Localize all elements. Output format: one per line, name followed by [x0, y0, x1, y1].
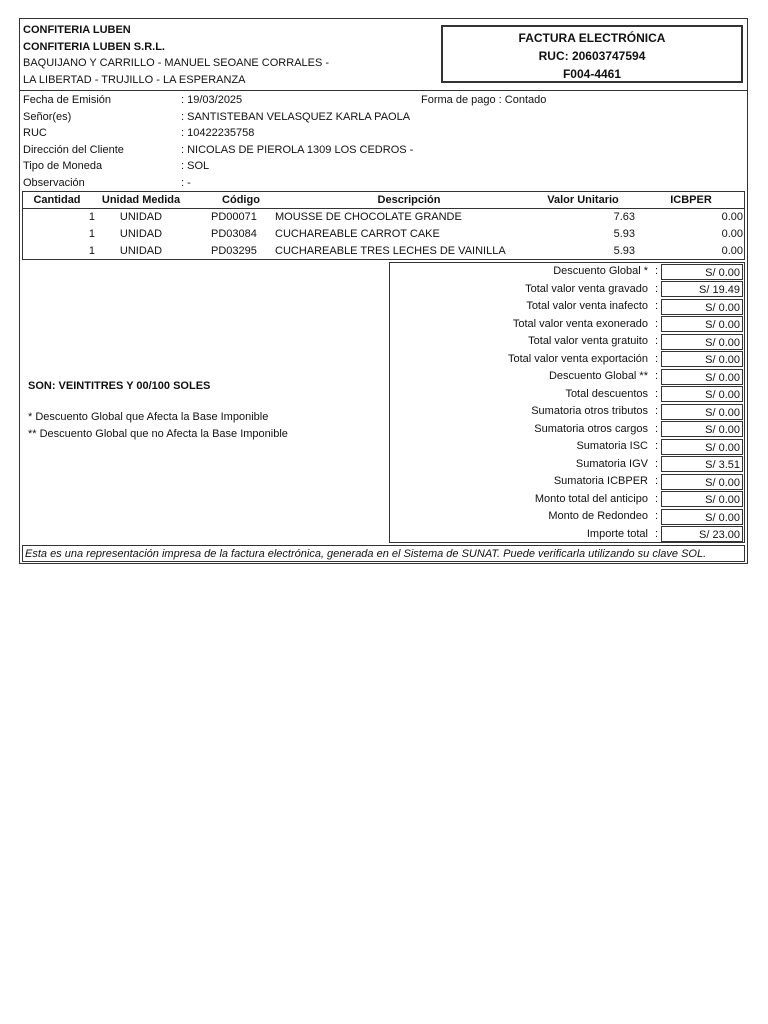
cell-descripcion: CUCHAREABLE CARROT CAKE: [275, 227, 440, 240]
sunat-disclaimer: Esta es una representación impresa de la factura electrónica, generada en el Sistema de SUNAT. Puede verificarla utilizando su clave SOL.: [22, 545, 745, 562]
totals-colon: :: [655, 352, 659, 365]
totals-row: [390, 316, 744, 334]
totals-row: [390, 508, 744, 526]
header-valor-unitario: Valor Unitario: [547, 194, 619, 206]
cell-cantidad: 1: [88, 211, 95, 223]
totals-colon: :: [655, 387, 659, 400]
totals-label: Descuento Global *: [553, 265, 648, 277]
totals-value: S/ 0.00: [661, 404, 743, 420]
cell-codigo: PD03084: [211, 227, 257, 240]
header-codigo: Código: [222, 194, 260, 206]
totals-row: [390, 368, 744, 386]
cell-valor-unitario: 7.63: [613, 211, 635, 223]
totals-panel: [389, 262, 745, 543]
totals-value: S/ 0.00: [661, 474, 743, 490]
totals-colon: :: [655, 335, 659, 347]
totals-value: S/ 0.00: [661, 491, 743, 507]
totals-value: S/ 0.00: [661, 439, 743, 455]
header-descripcion: Descripción: [377, 194, 441, 206]
totals-colon: :: [655, 457, 659, 470]
totals-row: [390, 298, 744, 316]
totals-label: Sumatoria IGV: [575, 457, 648, 470]
totals-colon: :: [655, 527, 659, 540]
header-divider: [20, 90, 747, 91]
totals-value: S/ 0.00: [661, 509, 743, 525]
totals-label: Sumatoria ISC: [576, 440, 648, 452]
info-row-direccion: [23, 142, 743, 159]
ruc-label: RUC: [23, 127, 47, 139]
fecha-label: Fecha de Emisión: [23, 94, 112, 106]
info-row-fecha: [23, 92, 743, 109]
totals-value: S/ 23.00: [661, 526, 743, 542]
totals-colon: :: [655, 300, 659, 312]
totals-row: [390, 351, 744, 369]
totals-value: S/ 0.00: [661, 334, 743, 350]
company-name: CONFITERIA LUBEN: [23, 24, 131, 36]
company-block: [23, 22, 433, 88]
totals-label: Total valor venta gratuito: [528, 335, 648, 347]
moneda-value: : SOL: [181, 160, 210, 172]
cell-unidad: UNIDAD: [119, 211, 163, 223]
forma-pago: Forma de pago : Contado: [421, 94, 547, 106]
document-id-box: [441, 25, 743, 83]
amount-in-words: SON: VEINTITRES Y 00/100 SOLES: [28, 380, 211, 392]
totals-row: [390, 526, 744, 544]
totals-row: [390, 333, 744, 351]
totals-row: [390, 421, 744, 439]
totals-value: S/ 19.49: [661, 281, 743, 297]
totals-colon: :: [655, 475, 659, 487]
moneda-label: Tipo de Moneda: [23, 160, 103, 172]
totals-colon: :: [655, 282, 659, 295]
document-ruc: RUC: 20603747594: [538, 49, 646, 63]
totals-value: S/ 0.00: [661, 351, 743, 367]
company-address-line-2: LA LIBERTAD - TRUJILLO - LA ESPERANZA: [23, 73, 246, 86]
cell-cantidad: 1: [88, 244, 95, 257]
senor-label: Señor(es): [23, 110, 72, 123]
header-icbper: ICBPER: [670, 194, 712, 206]
header-unidad-medida: Unidad Medida: [101, 194, 181, 206]
totals-colon: :: [655, 265, 659, 277]
document-number: F004-4461: [562, 67, 622, 81]
cell-icbper: 0.00: [721, 211, 743, 223]
totals-value: S/ 0.00: [661, 316, 743, 332]
cell-cantidad: 1: [88, 227, 95, 240]
info-row-observacion: [23, 175, 743, 192]
totals-label: Sumatoria otros tributos: [531, 405, 648, 417]
totals-value: S/ 0.00: [661, 386, 743, 402]
totals-row: [390, 403, 744, 421]
table-row: [23, 243, 744, 260]
totals-label: Total valor venta exonerado: [512, 317, 648, 330]
totals-colon: :: [655, 317, 659, 330]
observacion-value: : -: [181, 176, 191, 189]
header-cantidad: Cantidad: [33, 194, 81, 206]
totals-label: Importe total: [586, 527, 648, 540]
totals-label: Total valor venta exportación: [507, 352, 648, 365]
cell-unidad: UNIDAD: [119, 244, 163, 257]
totals-label: Total descuentos: [565, 387, 648, 400]
table-row: [23, 226, 744, 243]
totals-row: [390, 438, 744, 456]
info-row-ruc: [23, 125, 743, 142]
totals-colon: :: [655, 440, 659, 452]
totals-colon: :: [655, 492, 659, 505]
cell-icbper: 0.00: [721, 227, 743, 240]
senor-value: : SANTISTEBAN VELASQUEZ KARLA PAOLA: [181, 110, 411, 123]
ruc-value: : 10422235758: [181, 127, 255, 139]
totals-value: S/ 0.00: [661, 421, 743, 437]
totals-label: Descuento Global **: [548, 370, 648, 382]
company-address-line-1: BAQUIJANO Y CARRILLO - MANUEL SEOANE CORRALES -: [23, 57, 330, 69]
totals-value: S/ 0.00: [661, 299, 743, 315]
totals-row: [390, 263, 744, 281]
totals-colon: :: [655, 370, 659, 382]
totals-label: Total valor venta gravado: [525, 282, 648, 295]
totals-label: Monto de Redondeo: [548, 510, 648, 522]
client-info: [23, 92, 743, 191]
note-discount-not-affects: ** Descuento Global que no Afecta la Base Imponible: [28, 428, 288, 440]
cell-codigo: PD00071: [211, 211, 257, 223]
totals-row: [390, 473, 744, 491]
totals-label: Sumatoria ICBPER: [553, 475, 648, 487]
totals-colon: :: [655, 422, 659, 435]
totals-row: [390, 386, 744, 404]
direccion-label: Dirección del Cliente: [23, 143, 124, 156]
totals-row: [390, 491, 744, 509]
totals-label: Sumatoria otros cargos: [534, 422, 648, 435]
table-row: [23, 209, 744, 226]
cell-icbper: 0.00: [721, 244, 743, 257]
cell-descripcion: MOUSSE DE CHOCOLATE GRANDE: [275, 211, 462, 223]
fecha-value: : 19/03/2025: [181, 94, 243, 106]
totals-value: S/ 3.51: [661, 456, 743, 472]
cell-descripcion: CUCHAREABLE TRES LECHES DE VAINILLA: [275, 244, 506, 257]
totals-colon: :: [655, 510, 659, 522]
cell-valor-unitario: 5.93: [613, 227, 635, 240]
totals-label: Total valor venta inafecto: [526, 300, 648, 312]
totals-value: S/ 0.00: [661, 369, 743, 385]
totals-label: Monto total del anticipo: [534, 492, 648, 505]
cell-valor-unitario: 5.93: [613, 244, 635, 257]
totals-value: S/ 0.00: [661, 264, 743, 280]
info-row-moneda: [23, 158, 743, 175]
invoice: [19, 18, 748, 564]
items-table: [22, 191, 745, 260]
document-type: FACTURA ELECTRÓNICA: [518, 31, 666, 45]
totals-row: [390, 281, 744, 299]
company-legal-name: CONFITERIA LUBEN S.R.L.: [23, 40, 165, 53]
totals-colon: :: [655, 405, 659, 417]
totals-row: [390, 456, 744, 474]
observacion-label: Observación: [23, 176, 85, 189]
info-row-senor: [23, 109, 743, 126]
cell-unidad: UNIDAD: [119, 227, 163, 240]
cell-codigo: PD03295: [211, 244, 257, 257]
direccion-value: : NICOLAS DE PIEROLA 1309 LOS CEDROS -: [181, 143, 414, 156]
items-table-header: [23, 192, 744, 209]
note-discount-affects: * Descuento Global que Afecta la Base Imponible: [28, 411, 269, 423]
